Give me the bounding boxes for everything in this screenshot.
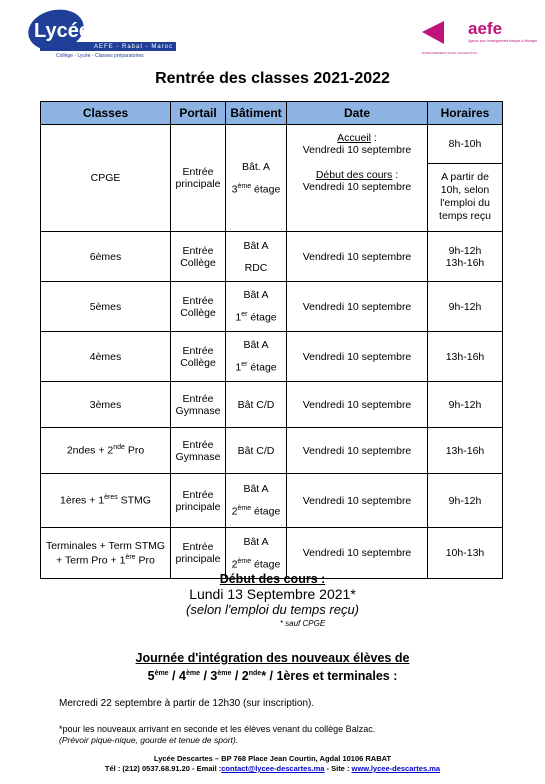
cell-classe: Terminales + Term STMG + Term Pro + 1ère Pro (41, 528, 171, 579)
cell-horaire: 10h-13h (428, 528, 503, 579)
cell-batiment: Bât A 2ème étage (226, 528, 287, 579)
cell-date: Vendredi 10 septembre (287, 382, 428, 428)
cell-classe: 6èmes (41, 232, 171, 282)
debut-heading: Début des cours : (219, 572, 326, 586)
logo-sub1: AEFE - Rabat - Maroc (94, 44, 174, 50)
cell-portail: Entrée principale (171, 125, 226, 232)
cell-date: Vendredi 10 septembre (287, 428, 428, 474)
footer-contact: Tél : (212) 0537.68.91.20 - Email :contact@lycee-descartes.ma - Site : www.lycee-descartes.ma (104, 764, 441, 773)
site-link[interactable]: www.lycee-descartes.ma (351, 764, 441, 773)
cell-horaire: 13h-16h (428, 332, 503, 382)
cell-portail: Entrée Gymnase (171, 428, 226, 474)
cell-horaire: 9h-12h (428, 474, 503, 528)
table-row (41, 474, 503, 528)
footer (0, 754, 545, 774)
cell-portail: Entrée Collège (171, 232, 226, 282)
cell-horaire: 9h-12h (428, 282, 503, 332)
logo-name: Lycée Descartes (34, 20, 192, 42)
cell-portail: Entrée Collège (171, 332, 226, 382)
page-title: Rentrée des classes 2021-2022 (155, 70, 390, 87)
header-portail: Portail (171, 102, 226, 125)
header-classes: Classes (41, 102, 171, 125)
table-row (41, 332, 503, 382)
debut-section (0, 572, 545, 628)
cell-horaire-debut: A partir de 10h, selon l'emploi du temps reçu (428, 163, 503, 232)
bat-line-a: Bât. A (241, 160, 271, 173)
cell-date: Vendredi 10 septembre (287, 332, 428, 382)
cell-batiment (226, 125, 287, 232)
cell-date: Vendredi 10 septembre (287, 282, 428, 332)
cell-horaire-accueil: 8h-10h (428, 125, 503, 164)
cell-classe: CPGE (41, 125, 171, 232)
bat-line-b: 3ème étage (231, 182, 281, 196)
cell-horaire: 9h-12h (428, 382, 503, 428)
logo-sub2: Collège - Lycée - Classes préparatoires (56, 53, 144, 59)
cell-portail: Entrée Gymnase (171, 382, 226, 428)
table-row (41, 428, 503, 474)
cell-date-debut: Début des cours : Vendredi 10 septembre (287, 163, 428, 232)
cell-date: Vendredi 10 septembre (287, 474, 428, 528)
cell-batiment: Bât A 1er étage (226, 332, 287, 382)
debut-date: Lundi 13 Septembre 2021* (189, 586, 356, 602)
cell-classe: 5èmes (41, 282, 171, 332)
schedule-table (40, 101, 503, 579)
cell-horaire: 13h-16h (428, 428, 503, 474)
cell-classe: 2ndes + 2nde Pro (41, 428, 171, 474)
aefe-logo (420, 16, 538, 62)
integration-title: Journée d'intégration des nouveaux élèves de (135, 651, 410, 665)
cell-batiment: Bât A RDC (226, 232, 287, 282)
lycee-descartes-logo (26, 6, 192, 60)
note-text: *pour les nouveaux arrivant en seconde et les élèves venant du collège Balzac. (59, 724, 376, 734)
cell-classe: 4èmes (41, 332, 171, 382)
cell-date: Vendredi 10 septembre (287, 528, 428, 579)
aefe-small: ÉTABLISSEMENT SOUS CONVENTION (422, 51, 477, 55)
cell-batiment: Bât A 2ème étage (226, 474, 287, 528)
debut-note: * sauf CPGE (279, 619, 326, 628)
table-row (41, 282, 503, 332)
cell-batiment: Bât C/D (226, 382, 287, 428)
header-date: Date (287, 102, 428, 125)
cell-batiment: Bât A 1er étage (226, 282, 287, 332)
note-text-2: (Prévoir pique-nique, gourde et tenue de sport). (59, 735, 239, 745)
cell-portail: Entrée principale (171, 474, 226, 528)
cell-classe: 3èmes (41, 382, 171, 428)
header-horaires: Horaires (428, 102, 503, 125)
integration-section (0, 650, 545, 684)
debut-subtitle: (selon l'emploi du temps reçu) (186, 602, 359, 617)
table-row-cpge (41, 125, 503, 164)
header-batiment: Bâtiment (226, 102, 287, 125)
cell-date: Vendredi 10 septembre (287, 232, 428, 282)
table-header-row (41, 102, 503, 125)
mercredi-text: Mercredi 22 septembre à partir de 12h30 (sur inscription). (59, 698, 315, 709)
footer-address: Lycée Descartes – BP 768 Place Jean Courtin, Agdal 10106 RABAT (153, 754, 392, 763)
table-row (41, 382, 503, 428)
aefe-name: aefe (468, 19, 503, 38)
email-link[interactable]: contact@lycee-descartes.ma (221, 764, 325, 773)
cell-portail: Entrée Collège (171, 282, 226, 332)
cell-portail: Entrée principale (171, 528, 226, 579)
cell-date-accueil: Accueil : Vendredi 10 septembre (287, 125, 428, 164)
integration-levels: 5ème / 4ème / 3ème / 2nde* / 1ères et terminales : (147, 669, 398, 684)
aefe-tag: Agence pour l'enseignement français à l'étranger (468, 39, 538, 43)
cell-batiment: Bât C/D (226, 428, 287, 474)
cell-classe: 1ères + 1ères STMG (41, 474, 171, 528)
table-row (41, 232, 503, 282)
table-row (41, 528, 503, 579)
cell-horaire: 9h-12h 13h-16h (428, 232, 503, 282)
